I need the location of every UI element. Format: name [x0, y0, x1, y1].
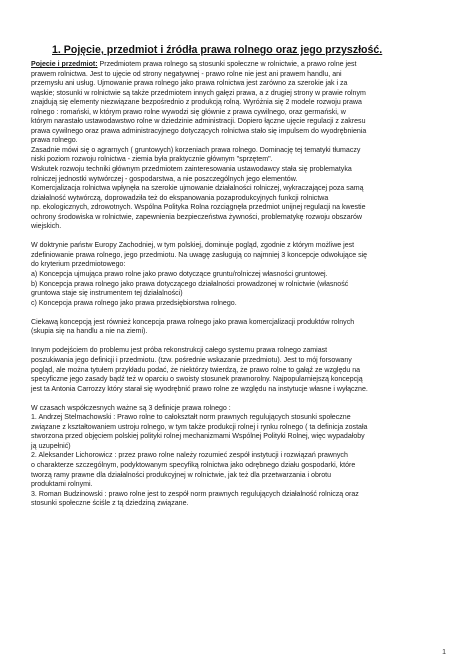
paragraph-line: 2. Aleksander Lichorowicz : przez prawo rolne należy rozumieć zespół instytucji i rozwiązań prawnych [31, 452, 348, 460]
paragraph-line: rolniczej jednostki wytwórczej - gospodarstwa, a nie poszczególnych jego elementów. [31, 175, 298, 183]
paragraph-block-5 [31, 404, 446, 509]
page-number: 1 [442, 649, 446, 656]
paragraph-line: (skupia się na handlu a nie na ziemi). [31, 328, 148, 336]
paragraph-line: związane z kształtowaniem ustroju rolnego, w tym także produkcji rolnej i rynku rolnego ( ta definicja została [31, 423, 368, 431]
section-label: Pojecie i przedmiot: [31, 61, 98, 68]
paragraph-line: jest ta Antonia Carrozzy który starał się wyodrębnić prawo rolne ze względu na instytucje własne i wyłączne. [31, 385, 368, 393]
paragraph-line: 1. Andrzej Stelmachowski : Prawo rolne to całokształt norm prawnych regulujących stosunki społeczne [31, 414, 351, 422]
paragraph-line: np. ekologicznych, zdrowotnych. Wspólna Polityka Rolna rozciągnęła przedmiot unijnej regulacji na kwestie [31, 204, 366, 212]
paragraph-block-2 [31, 241, 446, 308]
paragraph-line: W czasach współczesnych ważne są 3 definicje prawa rolnego : [31, 404, 231, 412]
paragraph-block-4 [31, 346, 446, 394]
document-body [31, 60, 446, 509]
paragraph-line: c) Koncepcja prawa rolnego jako prawa przedsiębiorstwa rolnego. [31, 299, 237, 307]
paragraph-line: stworzona przed objęciem polskiej polityki rolnej mechanizmami Wspólnej Polityki Rolnej, więc wypadałoby [31, 433, 365, 441]
paragraph-block-3 [31, 318, 446, 337]
section-first-line: Przedmiotem prawa rolnego są stosunki społeczne w rolnictwie, a prawo rolne jest [97, 61, 357, 68]
paragraph-line [31, 60, 446, 70]
paragraph-line: prawem rolnictwa. Jest to ujęcie od strony negatywnej - prawo rolne nie jest ani prawem handlu, ani [31, 70, 342, 78]
paragraph-line: zdefiniowanie prawa rolnego, jego przedmiotu. Na uwagę zasługują co najmniej 3 koncepcje odwołujące się [31, 251, 368, 259]
paragraph-line: produktami rolnymi. [31, 481, 93, 489]
paragraph-line: gruntowa staje się instrumentem tej działalności) [31, 290, 183, 298]
paragraph-line: prawa rolnego. [31, 137, 78, 145]
paragraph-line: ochrony środowiska w rolnictwie, zapewnienia bezpieczeństwa żywności, problematykę rozwoju obszarów [31, 213, 362, 221]
paragraph-line: poszukiwania jego definicji i przedmiotu. (tzw. pośrednie wskazanie przedmiotu). Jest to mój forsowany [31, 356, 352, 364]
paragraph-line: działalność wytwórczą, doprowadziła też do ekspanowania pozaprodukcyjnych funkcji rolnictwa [31, 194, 329, 202]
paragraph-line: tworzą ramy prawne dla działalności produkcyjnej w rolnictwie, jak też dla przetwarzania i obrotu [31, 471, 332, 479]
paragraph-line: Zasadnie mówi się o agrarnych ( gruntowych) korzeniach prawa rolnego. Dominację tej tematyki tłumaczy [31, 146, 361, 154]
paragraph-line: niski poziom rozwoju rolnictwa - ziemia była praktycznie głównym "sprzętem". [31, 156, 273, 164]
paragraph-line: przemysłu ani usług. Ujmowanie prawa rolnego jako prawa rolnictwa jest zarówno za szerokie jak i za [31, 80, 348, 88]
paragraph-line: Komercjalizacja rolnictwa wpłynęła na szerokie ujmowanie działalności rolniczej, wykraczającej poza samą [31, 185, 364, 193]
paragraph-line: rolnego : romański, w którym prawo rolne wywodzi się głównie z prawa cywilnego, oraz germański, w [31, 108, 346, 116]
paragraph-line: pogląd, ale można tytułem przykładu podać, że niektórzy twierdzą, że prawo rolne to gałąź ze względu na [31, 366, 361, 374]
paragraph-line: Innym podejściem do problemu jest próba rekonstrukcji całego systemu prawa rolnego zamiast [31, 347, 328, 355]
paragraph-line: stosunki społeczne ściśle z tą dziedziną związane. [31, 500, 189, 508]
paragraph-line: a) Koncepcja ujmująca prawo rolne jako prawo dotyczące gruntu/rolniczej własności gruntowej. [31, 271, 328, 279]
paragraph-line: o charakterze szczególnym, podyktowanym specyfiką rolnictwa jako odrębnego działu gospodarki, które [31, 461, 356, 469]
paragraph-line: którym narastało ustawodawstwo rolne w dziedzinie administracji. Dopiero łączne ujęcie regulacji z zakresu [31, 118, 366, 126]
paragraph-line: 3. Roman Budzinowski : prawo rolne jest to zespół norm prawnych regulujących działalność rolniczą oraz [31, 490, 359, 498]
paragraph-block-1 [31, 70, 446, 232]
paragraph-line: Wskutek rozwoju techniki głównym przedmiotem zainteresowania ustawodawcy stała się problematyka [31, 166, 352, 174]
paragraph-line: znajdują się elementy niezwiązane bezpośrednio z produkcją rolną. Wyróżnia się 2 modele rozwoju prawa [31, 99, 362, 107]
paragraph-line: b) Koncepcja prawa rolnego jako prawa dotyczącego działalności prowadzonej w rolnictwie (własność [31, 280, 349, 288]
paragraph-line: W doktrynie państw Europy Zachodniej, w tym polskiej, dominuje pogląd, zgodnie z którym możliwe jest [31, 242, 355, 250]
page-title: 1. Pojęcie, przedmiot i źródła prawa rolnego oraz jego przyszłość. [52, 44, 383, 56]
paragraph-line: specyficzne jego zasady bądź też w oparciu o swoisty stosunek prawnorolny. Najpopularniejszą koncepcją [31, 376, 363, 384]
paragraph-line: Ciekawą koncepcją jest również koncepcja prawa rolnego jako prawa komercjalizacji produktów rolnych [31, 318, 355, 326]
paragraph-line: ją uzupełnić) [31, 442, 71, 450]
paragraph-line: wąskie; stosunki w rolnictwie są także przedmiotem innych gałęzi prawa, a z drugiej strony w prawie rolnym [31, 89, 366, 97]
paragraph-line: do kryterium przedmiotowego: [31, 261, 126, 269]
paragraph-line: prawa cywilnego oraz prawa administracyjnego dotyczących rolnictwa stało się impulsem do wyodrębnienia [31, 127, 367, 135]
paragraph-line: wiejskich. [31, 223, 62, 231]
